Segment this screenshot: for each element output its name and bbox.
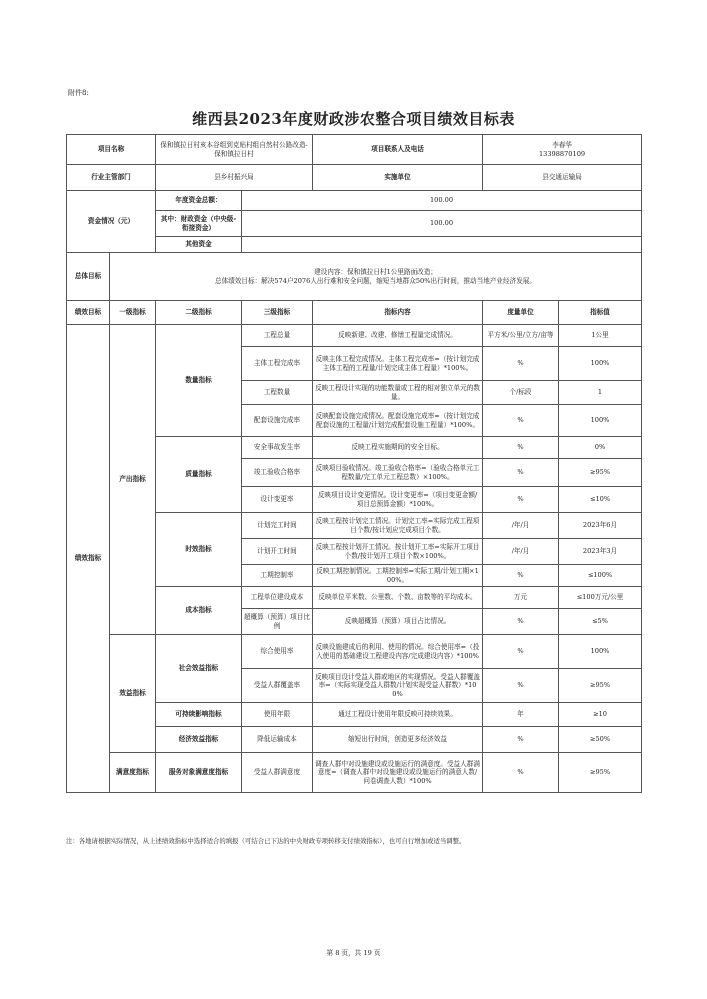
attachment-label: 附件8:	[68, 89, 89, 97]
indicator-value: 0%	[559, 437, 642, 459]
indicator-name: 综合使用率	[242, 635, 313, 669]
page-number: 第 8 页，共 19 页	[326, 949, 381, 957]
indicator-name: 安全事故发生率	[242, 437, 313, 459]
indicator-unit: 年	[483, 703, 559, 727]
indicator-name: 主体工程完成率	[242, 347, 313, 381]
timeliness-label: 时效指标	[156, 513, 242, 587]
indicator-name: 设计变更率	[242, 487, 313, 513]
goal-label: 总体目标	[67, 253, 110, 301]
indicator-value: ≥50%	[559, 727, 642, 753]
project-name: 保和镇拉日村亥本谷组到克贴村组自然村公路改造-保和镇拉日村	[156, 135, 313, 165]
dept-label: 行业主管部门	[67, 165, 156, 191]
table-row	[67, 635, 642, 669]
col-header-content: 指标内容	[313, 301, 483, 325]
indicator-name: 工期控制率	[242, 565, 313, 587]
indicator-content: 反映项目验收情况。竣工验收合格率=（验收合格单元工程数量/完工单元工程总数）×100%。	[313, 459, 483, 487]
social-label: 社会效益指标	[156, 635, 242, 703]
indicator-name: 受益人群满意度	[242, 753, 313, 793]
contact-name: 李春华	[552, 140, 572, 149]
indicator-unit: %	[483, 347, 559, 381]
goal-content	[110, 253, 642, 301]
perf-label: 绩效指标	[67, 325, 110, 793]
indicator-content: 反映工程实施期间的安全目标。	[313, 437, 483, 459]
cost-label: 成本指标	[156, 587, 242, 635]
goal-line-1: 建设内容：保和镇拉日村1公里路面改造；	[314, 267, 437, 276]
indicator-name: 使用年限	[242, 703, 313, 727]
indicator-content: 反映项目设计受益人群或地区的实现情况。受益人群覆盖率=（实际实现受益人群数/计划实现受益人群数）*100%	[313, 669, 483, 703]
page-title: 维西县2023年度财政涉农整合项目绩效目标表	[192, 110, 515, 128]
indicator-unit: %	[483, 609, 559, 635]
quantity-label: 数量指标	[156, 325, 242, 437]
indicator-unit: %	[483, 727, 559, 753]
indicator-value: 100%	[559, 635, 642, 669]
footnote: 注：各地请根据实际情况，从上述绩效指标中选择适合的填报（可结合已下达的中央财政专项转移支付绩效指标），也可自行增加或适当调整。	[66, 837, 466, 845]
indicator-unit: %	[483, 565, 559, 587]
indicator-name: 受益人群覆盖率	[242, 669, 313, 703]
column-header-row	[67, 301, 642, 325]
indicator-content: 反映超概算（预算）项目占比情况。	[313, 609, 483, 635]
funds-label: 资金情况（元）	[67, 191, 156, 253]
dept-row	[67, 165, 642, 191]
col-header-goal: 绩效目标	[67, 301, 110, 325]
project-row	[67, 135, 642, 165]
indicator-content: 反映新建、改建、修缮工程量完成情况。	[313, 325, 483, 347]
indicator-value: 100%	[559, 405, 642, 437]
indicator-content: 调查人群中对设施建设或设施运行的满意度。受益人群满意度=（调查人群中对设施建设或设施运行的满意人数/问卷调查人数）*100%	[313, 753, 483, 793]
indicator-unit: %	[483, 669, 559, 703]
col-header-level1: 一级指标	[110, 301, 156, 325]
indicator-value: 100%	[559, 347, 642, 381]
indicator-unit: 平方米/公里/立方/亩等	[483, 325, 559, 347]
indicator-content: 反映工程设计实现的功能数量或工程的相对独立单元的数量。	[313, 381, 483, 405]
funds-other-value	[242, 237, 642, 253]
indicator-value: 1公里	[559, 325, 642, 347]
output-label: 产出指标	[110, 325, 156, 635]
indicator-name: 工程单位建设成本	[242, 587, 313, 609]
indicator-value: ≤5%	[559, 609, 642, 635]
funds-total-value: 100.00	[242, 191, 642, 211]
contact-phone: 13398870109	[538, 149, 586, 158]
indicator-value: ≥10	[559, 703, 642, 727]
satisfaction-label: 满意度指标	[110, 753, 156, 793]
benefit-label: 效益指标	[110, 635, 156, 753]
dept-value: 县乡村振兴局	[156, 165, 313, 191]
indicator-value: 1	[559, 381, 642, 405]
indicator-value: ≤100万元/公里	[559, 587, 642, 609]
goal-line-2: 总体绩效目标：解决574户2076人出行难和安全问题，缩短当地群众50%出行时间，推动当地产业经济发展。	[215, 276, 536, 285]
funds-other-label: 其他资金	[156, 237, 242, 253]
indicator-name: 计划开工时间	[242, 539, 313, 565]
col-header-level3: 三级指标	[242, 301, 313, 325]
indicator-unit: %	[483, 487, 559, 513]
indicator-content: 反映工程按计划开工情况。按计划开工率=实际开工项目个数/按计划开工项目个数×100%。	[313, 539, 483, 565]
table-row	[67, 325, 642, 347]
funds-central-value: 100.00	[242, 211, 642, 237]
funds-total-label: 年度资金总额：	[156, 191, 242, 211]
indicator-content: 反映设施建成后的利用、使用的情况。综合使用率=（投入使用的基础建设工程建设内容/完成建设内容）*100%	[313, 635, 483, 669]
col-header-value: 指标值	[559, 301, 642, 325]
funds-total-row	[67, 191, 642, 211]
indicator-value: ≥95%	[559, 753, 642, 793]
indicator-name: 超概算（预算）项目比例	[242, 609, 313, 635]
impl-label: 实施单位	[313, 165, 483, 191]
indicator-value: ≥95%	[559, 459, 642, 487]
sustain-label: 可持续影响指标	[156, 703, 242, 727]
service-label: 服务对象满意度指标	[156, 753, 242, 793]
indicator-unit: %	[483, 437, 559, 459]
indicator-value: 2023年3月	[559, 539, 642, 565]
indicator-content: 反映主体工程完成情况。主体工程完成率=（按计划完成主体工程的工程量/计划完成主体工程量）*100%。	[313, 347, 483, 381]
indicator-unit: 个/标段	[483, 381, 559, 405]
indicator-unit: /年/月	[483, 513, 559, 539]
indicator-value: 2023年6月	[559, 513, 642, 539]
indicator-unit: %	[483, 753, 559, 793]
performance-table	[66, 134, 642, 793]
funds-central-label: 其中：财政资金（中央级-衔接资金）	[156, 211, 242, 237]
indicator-value: ≤10%	[559, 487, 642, 513]
contact-label: 项目联系人及电话	[313, 135, 483, 165]
contact-info	[483, 135, 642, 165]
indicator-name: 工程总量	[242, 325, 313, 347]
indicator-content: 反映工程按计划完工情况。计划完工率=实际完成工程项目个数/按计划应完成项目个数。	[313, 513, 483, 539]
table-row	[67, 753, 642, 793]
impl-value: 县交通运输局	[483, 165, 642, 191]
economic-label: 经济效益指标	[156, 727, 242, 753]
indicator-content: 反映配套设施完成情况。配套设施完成率=（按计划完成配套设施的工程量/计划完成配套设施工程量）*100%。	[313, 405, 483, 437]
col-header-level2: 二级指标	[156, 301, 242, 325]
indicator-content: 反映项目设计变更情况。设计变更率=（项目变更金额/项目总预算金额）*100%。	[313, 487, 483, 513]
indicator-value: ≥95%	[559, 669, 642, 703]
indicator-value: ≤100%	[559, 565, 642, 587]
col-header-unit: 度量单位	[483, 301, 559, 325]
project-name-label: 项目名称	[67, 135, 156, 165]
quality-label: 质量指标	[156, 437, 242, 513]
indicator-name: 工程数量	[242, 381, 313, 405]
indicator-unit: %	[483, 405, 559, 437]
indicator-name: 配套设施完成率	[242, 405, 313, 437]
indicator-content: 缩短出行时间，创造更多经济效益	[313, 727, 483, 753]
goal-row	[67, 253, 642, 301]
indicator-unit: /年/月	[483, 539, 559, 565]
indicator-content: 通过工程设计使用年限反映可持续效果。	[313, 703, 483, 727]
indicator-name: 降低运输成本	[242, 727, 313, 753]
indicator-content: 反映单位平米数、公里数、个数、亩数等的平均成本。	[313, 587, 483, 609]
indicator-content: 反映工期控制情况。工期控制率=实际工期/计划工期×100%。	[313, 565, 483, 587]
indicator-name: 竣工验收合格率	[242, 459, 313, 487]
indicator-name: 计划完工时间	[242, 513, 313, 539]
indicator-unit: %	[483, 459, 559, 487]
indicator-unit: %	[483, 635, 559, 669]
indicator-unit: 万元	[483, 587, 559, 609]
